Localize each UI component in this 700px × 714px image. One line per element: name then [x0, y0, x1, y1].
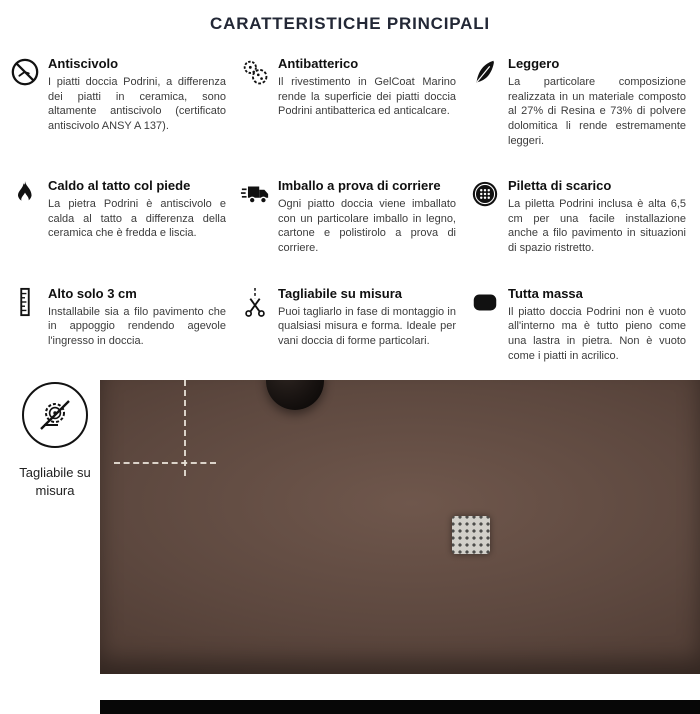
ruler-icon	[10, 286, 40, 364]
feature-antiscivolo	[10, 56, 226, 148]
circular-saw-badge-icon	[22, 382, 88, 448]
feature-alto-3cm	[10, 286, 226, 364]
feature-caldo-al-tatto	[10, 178, 226, 256]
shower-tray-photo	[100, 380, 700, 674]
feature-title: Antibatterico	[278, 56, 359, 71]
feature-title: Antiscivolo	[48, 56, 119, 71]
feature-title: Tagliabile su misura	[278, 285, 403, 301]
bacteria-icon	[240, 56, 270, 148]
feature-description: Il rivestimento in GelCoat Marino rende la superficie dei piatti doccia Podrini antibatterica ed anticalcare.	[278, 76, 456, 118]
feature-description: Installabile sia a filo pavimento che in appoggio rendendo agevole l'ingresso in doccia.	[48, 305, 226, 347]
solid-mass-icon	[470, 286, 500, 364]
feature-antibatterico	[240, 56, 456, 148]
feature-leggero	[470, 56, 686, 148]
feature-description: Puoi tagliarlo in fase di montaggio in qualsiasi misura e forma. Ideale per vani doccia di forme particolari.	[278, 305, 456, 347]
next-section-strip	[100, 700, 700, 714]
flame-icon	[10, 178, 40, 256]
feature-title: Leggero	[508, 56, 560, 71]
feature-tagliabile	[240, 286, 456, 364]
no-slip-icon	[10, 56, 40, 148]
cut-line-horizontal	[114, 462, 216, 464]
feather-icon	[470, 56, 500, 148]
feature-piletta	[470, 178, 686, 256]
feature-title: Tutta massa	[508, 285, 583, 301]
features-grid	[0, 56, 700, 363]
feature-description: La pietra Podrini è antiscivolo e calda al tatto a differenza della ceramica che è fredda e liscia.	[48, 198, 226, 240]
feature-tutta-massa	[470, 286, 686, 364]
feature-imballo	[240, 178, 456, 256]
feature-description: La piletta Podrini inclusa è alta 6,5 cm per una facile installazione anche a filo pavimento in situazioni di spazio ristretto.	[508, 198, 686, 254]
drain-cap-photo	[266, 380, 324, 410]
scissors-icon	[240, 286, 270, 364]
product-photo-section	[0, 380, 700, 714]
feature-description: I piatti doccia Podrini, a differenza dei piatti in ceramica, sono altamente antiscivolo (certificato antiscivolo ANSY A 137).	[48, 76, 226, 132]
cuttable-badge-label: Tagliabile su misura	[19, 465, 91, 498]
drain-grate	[452, 516, 490, 554]
feature-description: Ogni piatto doccia viene imballato con un particolare imballo in legno, cartone e polistirolo a prova di corriere.	[278, 198, 456, 254]
cuttable-badge-column	[8, 382, 102, 499]
page-title: CARATTERISTICHE PRINCIPALI	[210, 14, 490, 33]
truck-icon	[240, 178, 270, 256]
feature-title: Caldo al tatto col piede	[48, 178, 191, 194]
drain-icon	[470, 178, 500, 256]
feature-description: Il piatto doccia Podrini non è vuoto all'interno ma è tutto pieno come una lastra in pietra. Non è vuoto come i piatti in acrilico.	[508, 305, 686, 362]
feature-title: Piletta di scarico	[508, 178, 612, 194]
feature-description: La particolare composizione realizzata in un materiale composto al 27% di Resina e 73% di polvere dolomitica li rende estremamente leggeri.	[508, 76, 686, 147]
feature-title: Alto solo 3 cm	[48, 285, 137, 301]
feature-title: Imballo a prova di corriere	[278, 178, 441, 194]
